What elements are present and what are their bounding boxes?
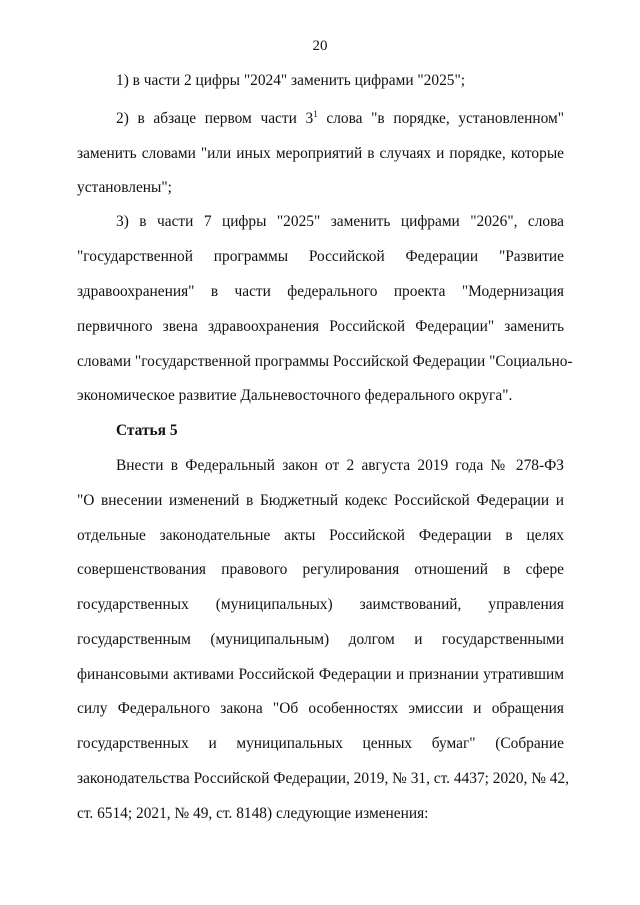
- article-line-6: государственным (муниципальным) долгом и государственными: [77, 631, 564, 648]
- amendment-item-1: 1) в части 2 цифры "2024" заменить цифрами "2025";: [116, 72, 466, 89]
- amendment-item-3-line-1: 3) в части 7 цифры "2025" заменить цифрами "2026", слова: [116, 213, 564, 230]
- amendment-item-3-line-6: экономическое развитие Дальневосточного федерального округа".: [77, 387, 513, 404]
- article-line-5: государственных (муниципальных) заимствований, управления: [77, 596, 564, 613]
- amendment-item-2-text-after: слова "в порядке, установленном": [317, 110, 565, 127]
- article-line-7: финансовыми активами Российской Федерации и признании утратившим: [77, 666, 564, 683]
- article-line-4: совершенствования правового регулирования отношений в сфере: [77, 561, 564, 578]
- article-line-8: силу Федерального закона "Об особенностях эмиссии и обращения: [77, 700, 564, 717]
- amendment-item-3-line-4: первичного звена здравоохранения Российской Федерации" заменить: [77, 318, 564, 335]
- amendment-item-3-line-3: здравоохранения" в части федерального проекта "Модернизация: [77, 283, 564, 300]
- amendment-item-3-line-5: словами "государственной программы Российской Федерации "Социально-: [77, 353, 573, 370]
- amendment-item-2-line-3: установлены";: [77, 179, 172, 196]
- amendment-item-2-line-1: [116, 110, 564, 128]
- page-number: 20: [312, 38, 328, 54]
- article-line-10: законодательства Российской Федерации, 2019, № 31, ст. 4437; 2020, № 42,: [77, 770, 570, 787]
- article-line-9: государственных и муниципальных ценных бумаг" (Собрание: [77, 735, 564, 752]
- article-line-2: "О внесении изменений в Бюджетный кодекс Российской Федерации и: [77, 492, 564, 509]
- amendment-item-3-line-2: "государственной программы Российской Федерации "Развитие: [77, 248, 564, 265]
- superscript-index: 1: [313, 109, 318, 119]
- article-line-11: ст. 6514; 2021, № 49, ст. 8148) следующие изменения:: [77, 805, 429, 822]
- article-line-1: Внести в Федеральный закон от 2 августа 2019 года № 278-ФЗ: [116, 457, 564, 474]
- article-line-3: отдельные законодательные акты Российской Федерации в целях: [77, 527, 564, 544]
- amendment-item-2-line-2: заменить словами "или иных мероприятий в случаях и порядке, которые: [77, 145, 564, 162]
- article-heading: Статья 5: [116, 422, 178, 439]
- amendment-item-2-text-before: 2) в абзаце первом части 3: [116, 110, 314, 127]
